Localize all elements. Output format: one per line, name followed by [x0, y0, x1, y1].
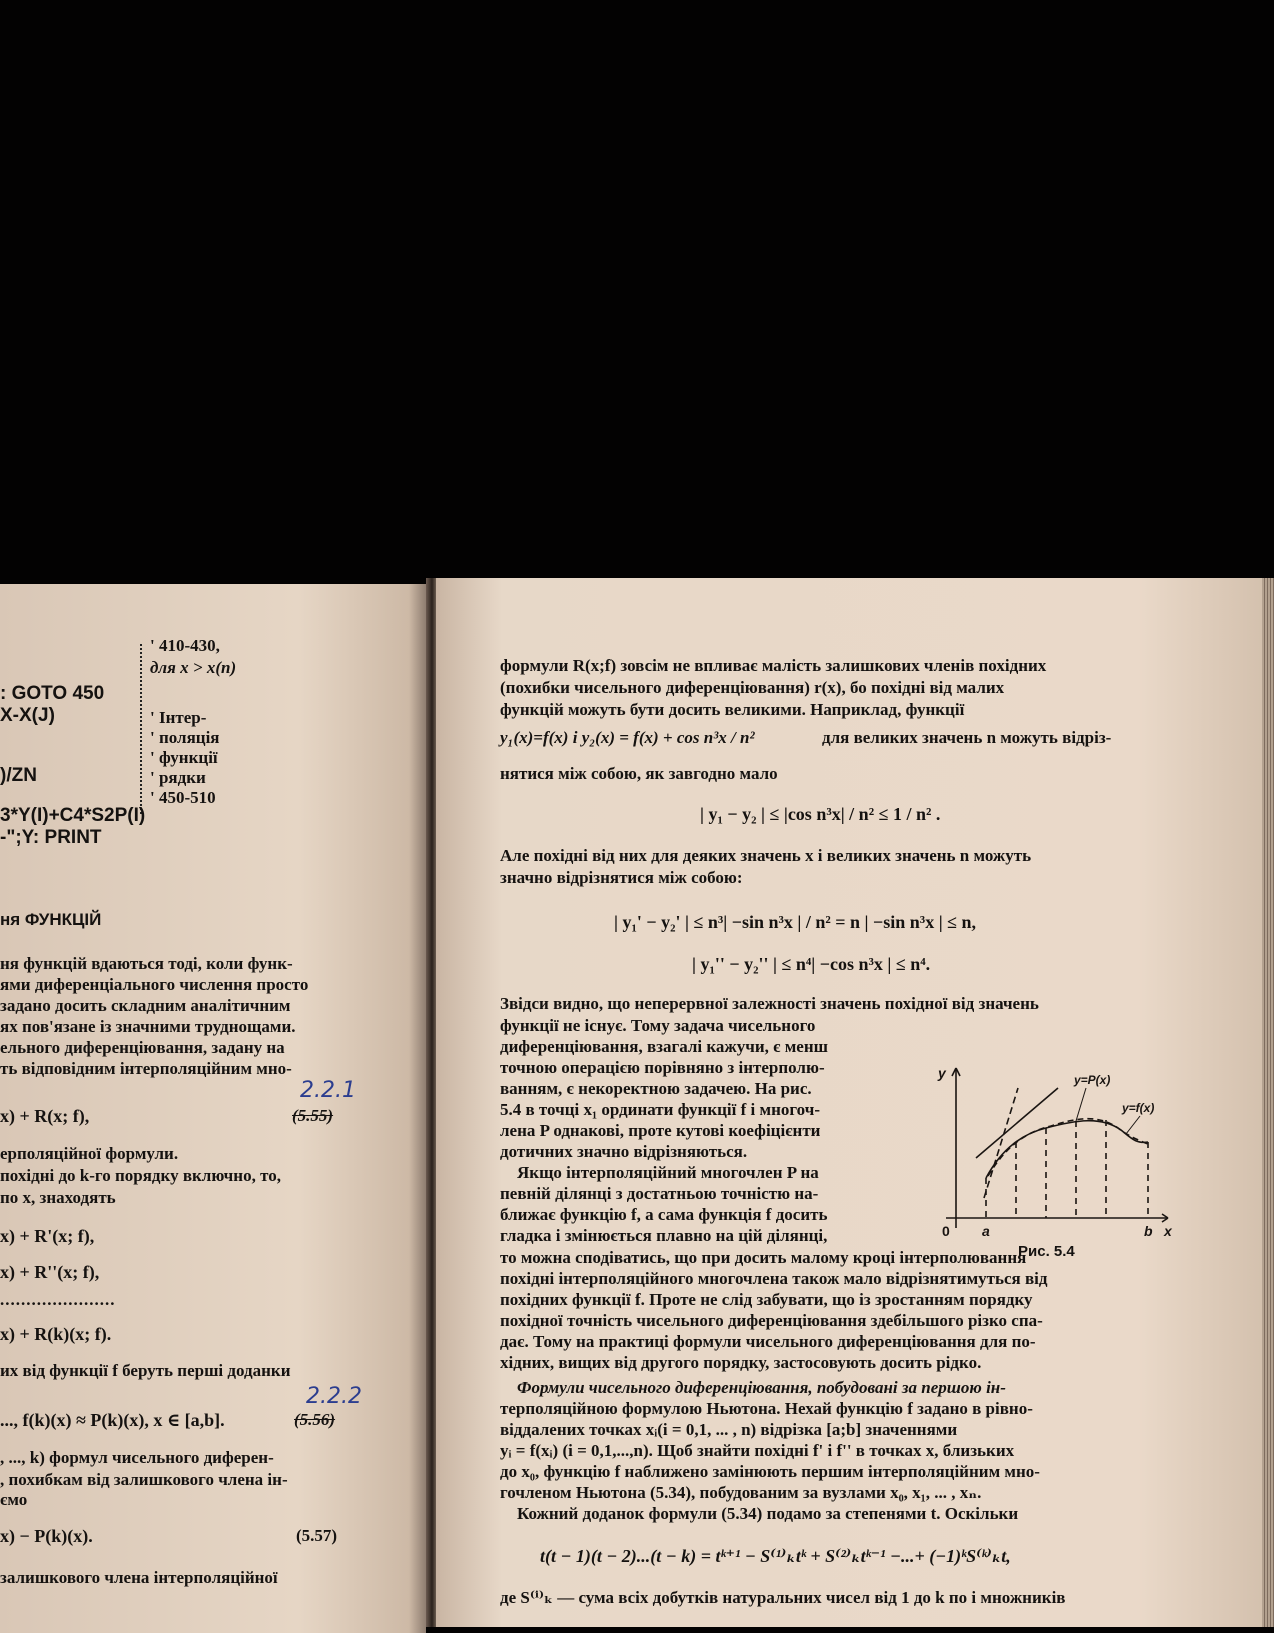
text-line: лена P однакові, проте кутові коефіцієнти	[500, 1121, 821, 1140]
text-line: де S⁽ⁱ⁾ₖ — сума всіх добутків натуральних чисел від 1 до k по i множників	[500, 1588, 1066, 1607]
text-line: функції не існує. Тому задача чисельного	[500, 1016, 816, 1035]
text-line: ельного диференціювання, задану на	[0, 1038, 285, 1057]
code-line: : GOTO 450	[0, 683, 105, 704]
text-line: гладка і змінюється плавно на цій ділянці,	[500, 1226, 828, 1245]
tick-label-b: b	[1144, 1223, 1153, 1239]
formula: ..., f(k)(x) ≈ P(k)(x), x ∈ [a,b].	[0, 1410, 225, 1430]
section-heading: ня ФУНКЦІЙ	[0, 910, 102, 929]
open-book	[0, 578, 1274, 1627]
text-line: их від функції f беруть перші доданки	[0, 1361, 291, 1380]
text-line: Але похідні від них для деяких значень x і великих значень n можуть	[500, 846, 1032, 865]
code-line: )/ZN	[0, 765, 37, 786]
right-page	[436, 578, 1262, 1627]
figure-caption: Рис. 5.4	[1018, 1243, 1075, 1260]
formula: x) + R(k)(x; f).	[0, 1324, 112, 1344]
formula: x) + R'(x; f),	[0, 1226, 95, 1246]
tangent-f	[976, 1088, 1058, 1158]
dots: ......................	[0, 1290, 116, 1309]
text-line: похідні до k-го порядку включно, то,	[0, 1166, 281, 1185]
code-line: X-X(J)	[0, 705, 55, 726]
text-line: 5.4 в точці x₁ ординати функції f і многоч-	[500, 1100, 820, 1119]
handwritten-note: 2.2.1	[300, 1078, 356, 1103]
text-line: гочленом Ньютона (5.34), побудованим за вузлами x₀, x₁, ... , xₙ.	[500, 1483, 982, 1502]
text-line: Кожний доданок формули (5.34) подамо за степенями t. Оскільки	[500, 1504, 1019, 1523]
text-line: до x₀, функцію f наближено замінюють першим інтерполяційним мно-	[500, 1462, 1040, 1481]
text-line: залишкового члена інтерполяційної	[0, 1568, 278, 1587]
text-line: для великих значень n можуть відріз-	[822, 728, 1112, 747]
formula-display: | y₁ − y₂ | ≤ |cos n³x| / n² ≤ 1 / n² .	[700, 804, 941, 824]
text-line: нятися між собою, як завгодно мало	[500, 764, 778, 783]
text-line: похідних функції f. Проте не слід забувати, що із зростанням порядку	[500, 1290, 1033, 1309]
text-line: Звідси видно, що неперервної залежності значень похідної від значень	[500, 994, 1039, 1013]
text-line: ерполяційної формули.	[0, 1144, 179, 1163]
text-line: ванням, є некоректною задачею. На рис.	[500, 1079, 812, 1098]
text-line: функцій можуть бути досить великими. Наприклад, функції	[500, 700, 965, 719]
equation-number: (5.55)	[292, 1106, 334, 1125]
formula: x) + R''(x; f),	[0, 1262, 100, 1282]
text-line: дає. Тому на практиці формули чисельного диференціювання для по-	[500, 1332, 1036, 1351]
text-line: задано досить складним аналітичним	[0, 996, 291, 1015]
formula-display: | y₁'' − y₂'' | ≤ n⁴| −cos n³x | ≤ n⁴.	[692, 954, 931, 974]
text-line: дотичних значно відрізняються.	[500, 1142, 748, 1161]
text-line: точною операцією порівняно з інтерполю-	[500, 1058, 825, 1077]
text-line: ях пов'язане із значними труднощами.	[0, 1017, 296, 1036]
label-f: y=f(x)	[1122, 1101, 1155, 1115]
equation-number: (5.56)	[294, 1410, 336, 1429]
text-line: ями диференціального числення просто	[0, 975, 309, 994]
text-line: терполяційною формулою Ньютона. Нехай функцію f задано в рівно-	[500, 1399, 1033, 1418]
text-line: , ..., k) формул чисельного диферен-	[0, 1448, 274, 1467]
tangent-P	[984, 1088, 1018, 1198]
remark-line: для x > x(n)	[150, 658, 237, 677]
text-line: Якщо інтерполяційний многочлен P на	[500, 1163, 819, 1182]
remark-line: ' 410-430,	[150, 636, 220, 655]
code-line: -";Y: PRINT	[0, 827, 102, 848]
formula: x) − P(k)(x).	[0, 1526, 93, 1546]
remark-line: ' поляція	[150, 728, 220, 747]
formula: y₁(x)=f(x) і y₂(x) = f(x) + cos n³x / n²	[500, 728, 755, 747]
origin-label: 0	[942, 1223, 950, 1239]
text-line: ть відповідним інтерполяційним мно-	[0, 1059, 292, 1078]
remark-bracket	[140, 644, 142, 814]
formula-display: t(t − 1)(t − 2)...(t − k) = tᵏ⁺¹ − S⁽¹⁾ₖtᵏ + S⁽²⁾ₖtᵏ⁻¹ −...+ (−1)ᵏS⁽ᵏ⁾ₖt,	[540, 1546, 1011, 1566]
text-line: хідних, вищих від другого порядку, застосовують досить рідко.	[500, 1353, 982, 1372]
text-line: , похибкам від залишкового члена ін-	[0, 1470, 288, 1489]
formula: x) + R(x; f),	[0, 1106, 90, 1126]
remark-line: ' Інтер-	[150, 708, 207, 727]
text-line: то можна сподіватись, що при досить малому кроці інтерполювання	[500, 1248, 1027, 1267]
text-line: значно відрізнятися між собою:	[500, 868, 743, 887]
label-P: y=P(x)	[1074, 1073, 1111, 1087]
text-line: по x, знаходять	[0, 1188, 116, 1207]
text-line: Формули чисельного диференціювання, побудовані за першою ін-	[500, 1378, 1006, 1397]
figure-5-4	[926, 1058, 1176, 1243]
page-edge	[1262, 578, 1274, 1627]
remark-line: ' 450-510	[150, 788, 216, 807]
text-line: похідні інтерполяційного многочлена також мало відрізнятимуться від	[500, 1269, 1048, 1288]
x-axis-label: x	[1164, 1223, 1172, 1239]
left-page	[0, 584, 426, 1633]
text-line: похідної точність чисельного диференціювання здебільшого різко спа-	[500, 1311, 1043, 1330]
remark-line: ' рядки	[150, 768, 206, 787]
text-line: диференціювання, взагалі кажучи, є менш	[500, 1037, 828, 1056]
text-line: певній ділянці з достатньою точністю на-	[500, 1184, 819, 1203]
equation-number: (5.57)	[296, 1526, 338, 1545]
text-line: ня функцій вдаються тоді, коли функ-	[0, 954, 293, 973]
text-line: ближає функцію f, а сама функція f досить	[500, 1205, 828, 1224]
text-line: віддалених точках xᵢ(i = 0,1, ... , n) відрізка [a;b] значеннями	[500, 1420, 958, 1439]
formula-display: | y₁' − y₂' | ≤ n³| −sin n³x | / n² = n | −sin n³x | ≤ n,	[614, 912, 977, 932]
text-line: ємо	[0, 1490, 28, 1509]
code-line: 3*Y(I)+C4*S2P(I)	[0, 805, 146, 826]
remark-line: ' функції	[150, 748, 218, 767]
y-axis-label: y	[938, 1065, 946, 1081]
text-line: (похибки чисельного диференціювання) r(x), бо похідні від малих	[500, 678, 1005, 697]
text-line: yᵢ = f(xᵢ) (i = 0,1,...,n). Щоб знайти похідні f' і f'' в точках x, близьких	[500, 1441, 1015, 1460]
text-line: формули R(x;f) зовсім не впливає малість залишкових членів похідних	[500, 656, 1047, 675]
tick-label-a: a	[982, 1223, 990, 1239]
handwritten-note: 2.2.2	[306, 1384, 362, 1409]
